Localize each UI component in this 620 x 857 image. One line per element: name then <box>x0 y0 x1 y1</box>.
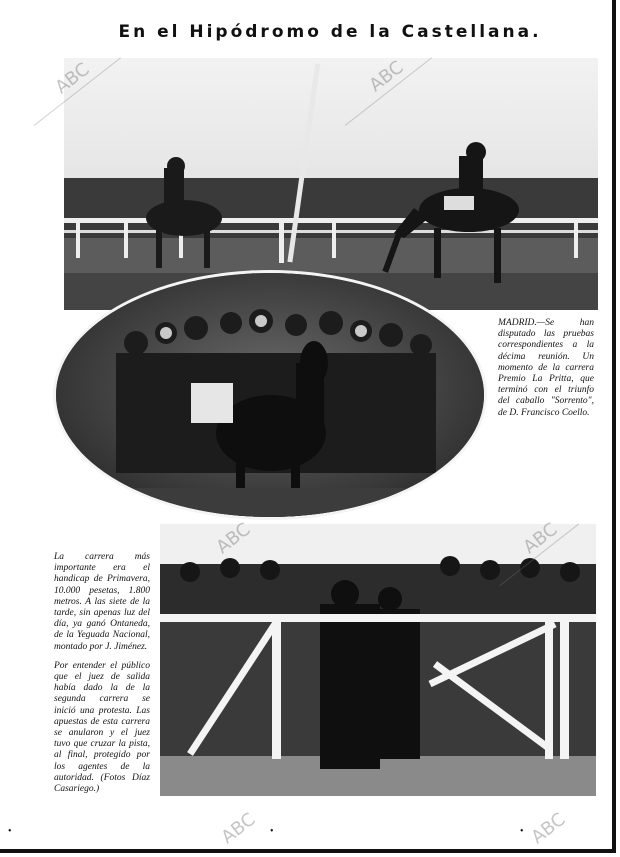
watermark-abc: ABC <box>217 808 260 849</box>
watermark-abc: ABC <box>365 56 408 97</box>
page-title: En el Hipódromo de la Castellana. <box>118 22 542 42</box>
photo-crowd-horse <box>53 270 487 520</box>
caption-left <box>54 552 150 795</box>
caption-left-paragraph-2: Por entender el público que el juez de salida había dado la de la segunda carrera se inició una protesta. Las apuestas de esta carrera se anularon y el juez tuvo que cruzar la pista, al final, protegido por los agentes de la autoridad. (Fotos Díaz Casariego.) <box>54 660 150 795</box>
bottom-marker-mid: • <box>270 826 274 837</box>
photo-judge-gate <box>158 522 598 798</box>
watermark-abc: ABC <box>527 808 570 849</box>
bottom-marker-left: • <box>8 826 12 837</box>
watermark-abc: ABC <box>212 518 255 559</box>
photo-race-horses <box>64 58 598 310</box>
bottom-marker-right: • <box>520 826 524 837</box>
watermark-abc: ABC <box>51 58 94 99</box>
caption-right: MADRID.—Se han disputado las pruebas correspondientes a la décima reunión. Un momento de la carrera Premio La Pritta, que terminó con el triunfo del caballo "Sorrento", de D. Francisco Coello. <box>498 318 594 418</box>
caption-left-paragraph-1: La carrera más importante era el handicap de Primavera, 10.000 pesetas, 1.800 metros. A las siete de la tarde, sin apenas luz del día, ya ganó Ontaneda, de la Yeguada Nacional, montado por J. Jiménez. <box>54 552 150 652</box>
watermark-abc: ABC <box>519 518 562 559</box>
